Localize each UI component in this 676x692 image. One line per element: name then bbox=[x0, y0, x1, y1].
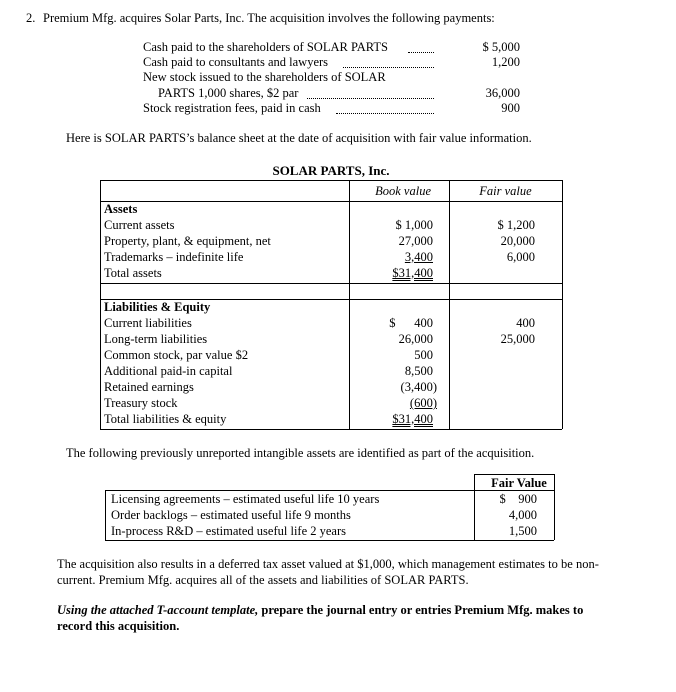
row-label: Property, plant, & equipment, net bbox=[104, 234, 271, 248]
instruction-line-2: record this acquisition. bbox=[57, 619, 180, 633]
leader-dots bbox=[408, 52, 434, 53]
book-value: (600) bbox=[409, 396, 437, 410]
book-value: 500 bbox=[414, 348, 433, 362]
payment-amount: 900 bbox=[501, 101, 520, 115]
payment-label: New stock issued to the shareholders of SOLAR bbox=[143, 70, 386, 84]
book-value: $ 400 bbox=[389, 316, 433, 330]
book-value: 8,500 bbox=[404, 364, 433, 378]
intangible-value: 4,000 bbox=[508, 508, 537, 522]
intangible-label: Licensing agreements – estimated useful life 10 years bbox=[111, 492, 380, 506]
payment-label: Stock registration fees, paid in cash bbox=[143, 101, 321, 115]
instruction-rest: prepare the journal entry or entries Premium Mfg. makes to bbox=[258, 603, 584, 617]
col-fair-value: Fair value bbox=[479, 184, 532, 198]
assets-header: Assets bbox=[104, 202, 138, 216]
payment-label: Cash paid to the shareholders of SOLAR PARTS bbox=[143, 40, 388, 54]
intangibles-intro: The following previously unreported intangible assets are identified as part of the acquisition. bbox=[66, 446, 535, 460]
instruction-italic: Using the attached T-account template, bbox=[57, 603, 259, 617]
book-value: 3,400 bbox=[404, 250, 433, 264]
book-value: $31,400 bbox=[392, 266, 433, 280]
book-value: $31,400 bbox=[392, 412, 433, 426]
problem-intro: Premium Mfg. acquires Solar Parts, Inc. The acquisition involves the following payments: bbox=[43, 11, 495, 25]
closing-line-2: current. Premium Mfg. acquires all of the assets and liabilities of SOLAR PARTS. bbox=[57, 573, 469, 587]
fair-value: 20,000 bbox=[500, 234, 535, 248]
fair-value: 25,000 bbox=[500, 332, 535, 346]
payment-amount: $ 5,000 bbox=[482, 40, 520, 54]
row-label: Common stock, par value $2 bbox=[104, 348, 249, 362]
fair-value-header: Fair Value bbox=[491, 476, 547, 490]
fair-value: 400 bbox=[516, 316, 535, 330]
row-label: Treasury stock bbox=[104, 396, 178, 410]
liabilities-header: Liabilities & Equity bbox=[104, 300, 211, 314]
instruction-line-1 bbox=[57, 603, 583, 618]
row-label: Long-term liabilities bbox=[104, 332, 208, 346]
book-value: 27,000 bbox=[398, 234, 433, 248]
row-label: Total liabilities & equity bbox=[104, 412, 227, 426]
payment-amount: 36,000 bbox=[485, 86, 520, 100]
row-label: Current liabilities bbox=[104, 316, 192, 330]
row-label: Current assets bbox=[104, 218, 175, 232]
book-value: (3,400) bbox=[400, 380, 437, 394]
row-label: Retained earnings bbox=[104, 380, 194, 394]
problem-number: 2. bbox=[26, 11, 36, 25]
intangible-label: Order backlogs – estimated useful life 9 months bbox=[111, 508, 351, 522]
payment-label: Cash paid to consultants and lawyers bbox=[143, 55, 329, 69]
book-value: 26,000 bbox=[398, 332, 433, 346]
payment-amount: 1,200 bbox=[491, 55, 520, 69]
payment-label: PARTS 1,000 shares, $2 par bbox=[158, 86, 299, 100]
intangible-value: 1,500 bbox=[508, 524, 537, 538]
intangible-value: $ 900 bbox=[499, 492, 537, 506]
intangible-label: In-process R&D – estimated useful life 2 years bbox=[111, 524, 347, 538]
col-book-value: Book value bbox=[375, 184, 431, 198]
fair-value: 6,000 bbox=[506, 250, 535, 264]
row-label: Additional paid-in capital bbox=[104, 364, 233, 378]
leader-dots bbox=[307, 98, 434, 99]
leader-dots bbox=[336, 113, 434, 114]
balance-sheet-title: SOLAR PARTS, Inc. bbox=[272, 163, 390, 178]
balance-intro: Here is SOLAR PARTS’s balance sheet at the date of acquisition with fair value information. bbox=[66, 131, 532, 145]
closing-line-1: The acquisition also results in a deferred tax asset valued at $1,000, which management estimates to be non- bbox=[57, 557, 599, 571]
leader-dots bbox=[343, 67, 434, 68]
book-value: $ 1,000 bbox=[395, 218, 433, 232]
fair-value: $ 1,200 bbox=[497, 218, 535, 232]
row-label: Trademarks – indefinite life bbox=[104, 250, 244, 264]
row-label: Total assets bbox=[104, 266, 162, 280]
